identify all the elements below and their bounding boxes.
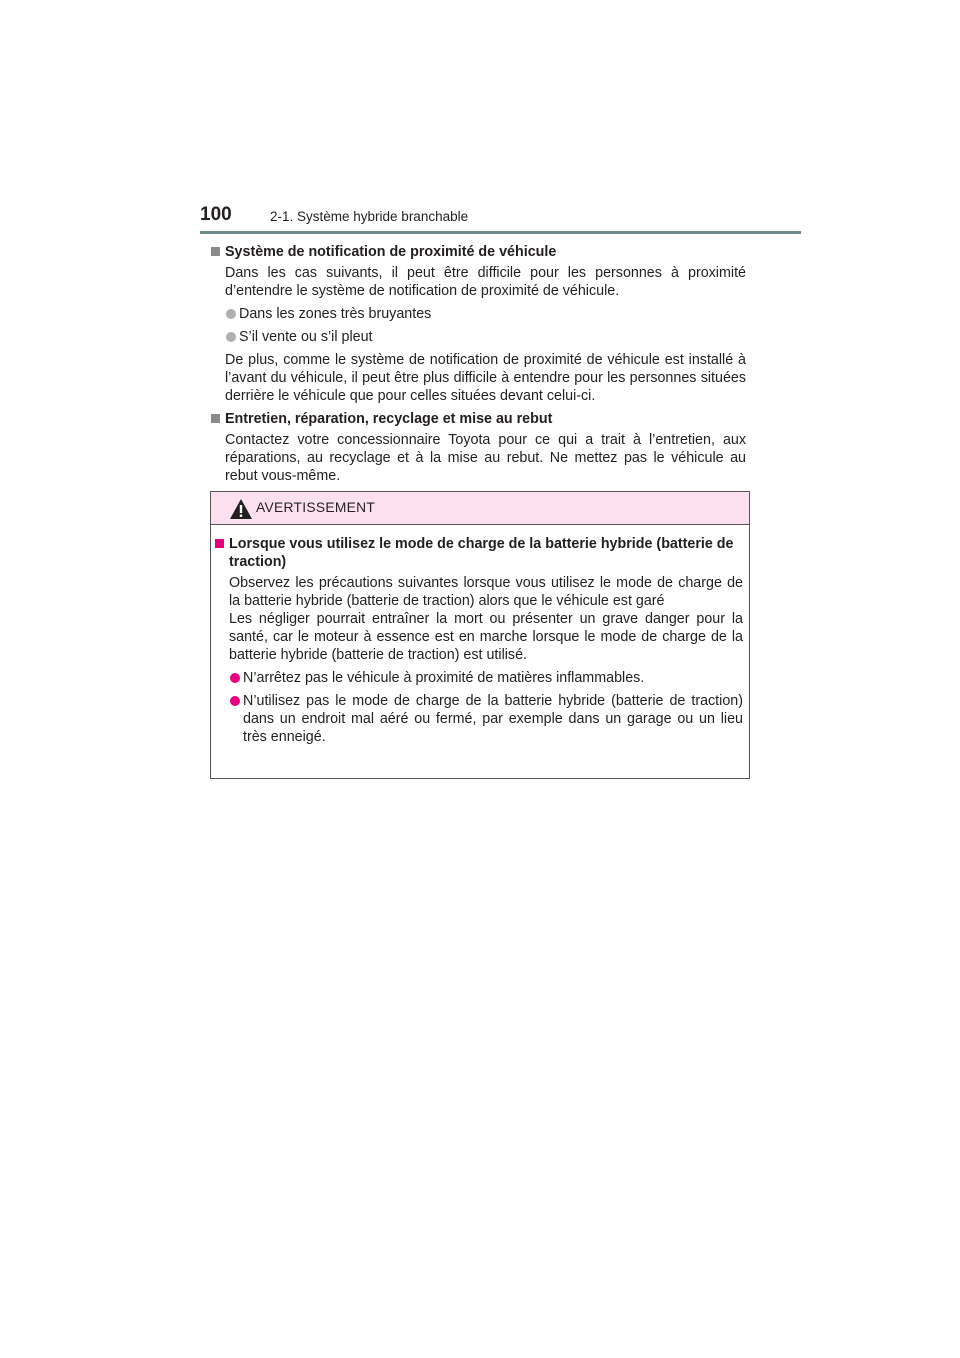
- list-item-text: Dans les zones très bruyantes: [239, 306, 432, 322]
- paragraph: Les négliger pourrait entraîner la mort ou présenter un grave danger pour la santé, car le moteur à essence est en marche lorsque le mode de charge de la batterie hybride (batterie de traction) est utilisé.: [229, 611, 743, 663]
- list-item-text: S’il vente ou s’il pleut: [239, 329, 373, 345]
- main-content: [211, 243, 746, 490]
- list-item: [215, 669, 743, 687]
- paragraph: Observez les précautions suivantes lorsque vous utilisez le mode de charge de la batterie hybride (batterie de traction) alors que le véhicule est garé: [229, 575, 743, 609]
- bullet-dot-icon: [230, 696, 240, 706]
- bullet-dot-icon: [230, 673, 240, 683]
- list-item-text: N’utilisez pas le mode de charge de la batterie hybride (batterie de traction) dans un endroit mal aéré ou fermé, par exemple dans un garage ou un lieu très enneigé.: [243, 693, 743, 745]
- section-title: 2-1. Système hybride branchable: [270, 209, 469, 224]
- list-item: [211, 328, 746, 346]
- list-item: [211, 305, 746, 323]
- warning-header: [211, 492, 749, 525]
- header-rule: [200, 231, 801, 234]
- warning-triangle-icon: [229, 498, 253, 520]
- warning-heading-text: Lorsque vous utilisez le mode de charge de la batterie hybride (batterie de traction): [229, 536, 734, 570]
- section-heading-text: Entretien, réparation, recyclage et mise au rebut: [225, 411, 553, 427]
- square-bullet-icon: [211, 247, 220, 256]
- paragraph: Contactez votre concessionnaire Toyota pour ce qui a trait à l’entretien, aux réparations, au recyclage et à la mise au rebut. Ne mettez pas le véhicule au rebut vous-même.: [225, 432, 746, 484]
- page-header: [200, 204, 801, 232]
- bullet-dot-icon: [226, 309, 236, 319]
- paragraph: De plus, comme le système de notification de proximité de véhicule est installé à l’avant du véhicule, il peut être plus difficile à entendre pour les personnes situées derrière le véhicule que pour celles situées devant celui-ci.: [225, 352, 746, 404]
- bullet-dot-icon: [226, 332, 236, 342]
- warning-title: AVERTISSEMENT: [256, 500, 376, 515]
- paragraph: Dans les cas suivants, il peut être difficile pour les personnes à proximité d’entendre le système de notification de proximité de véhicule.: [225, 265, 746, 299]
- section-heading: [211, 243, 746, 261]
- section-heading-text: Système de notification de proximité de véhicule: [225, 244, 557, 260]
- warning-box: [210, 491, 750, 779]
- section-heading: [211, 410, 746, 428]
- list-item-text: N’arrêtez pas le véhicule à proximité de matières inflammables.: [243, 670, 645, 686]
- warning-heading: [215, 535, 743, 571]
- list-item: [215, 692, 743, 746]
- square-bullet-icon: [211, 414, 220, 423]
- warning-body: [215, 535, 743, 751]
- square-bullet-icon: [215, 539, 224, 548]
- page-number: 100: [200, 204, 232, 225]
